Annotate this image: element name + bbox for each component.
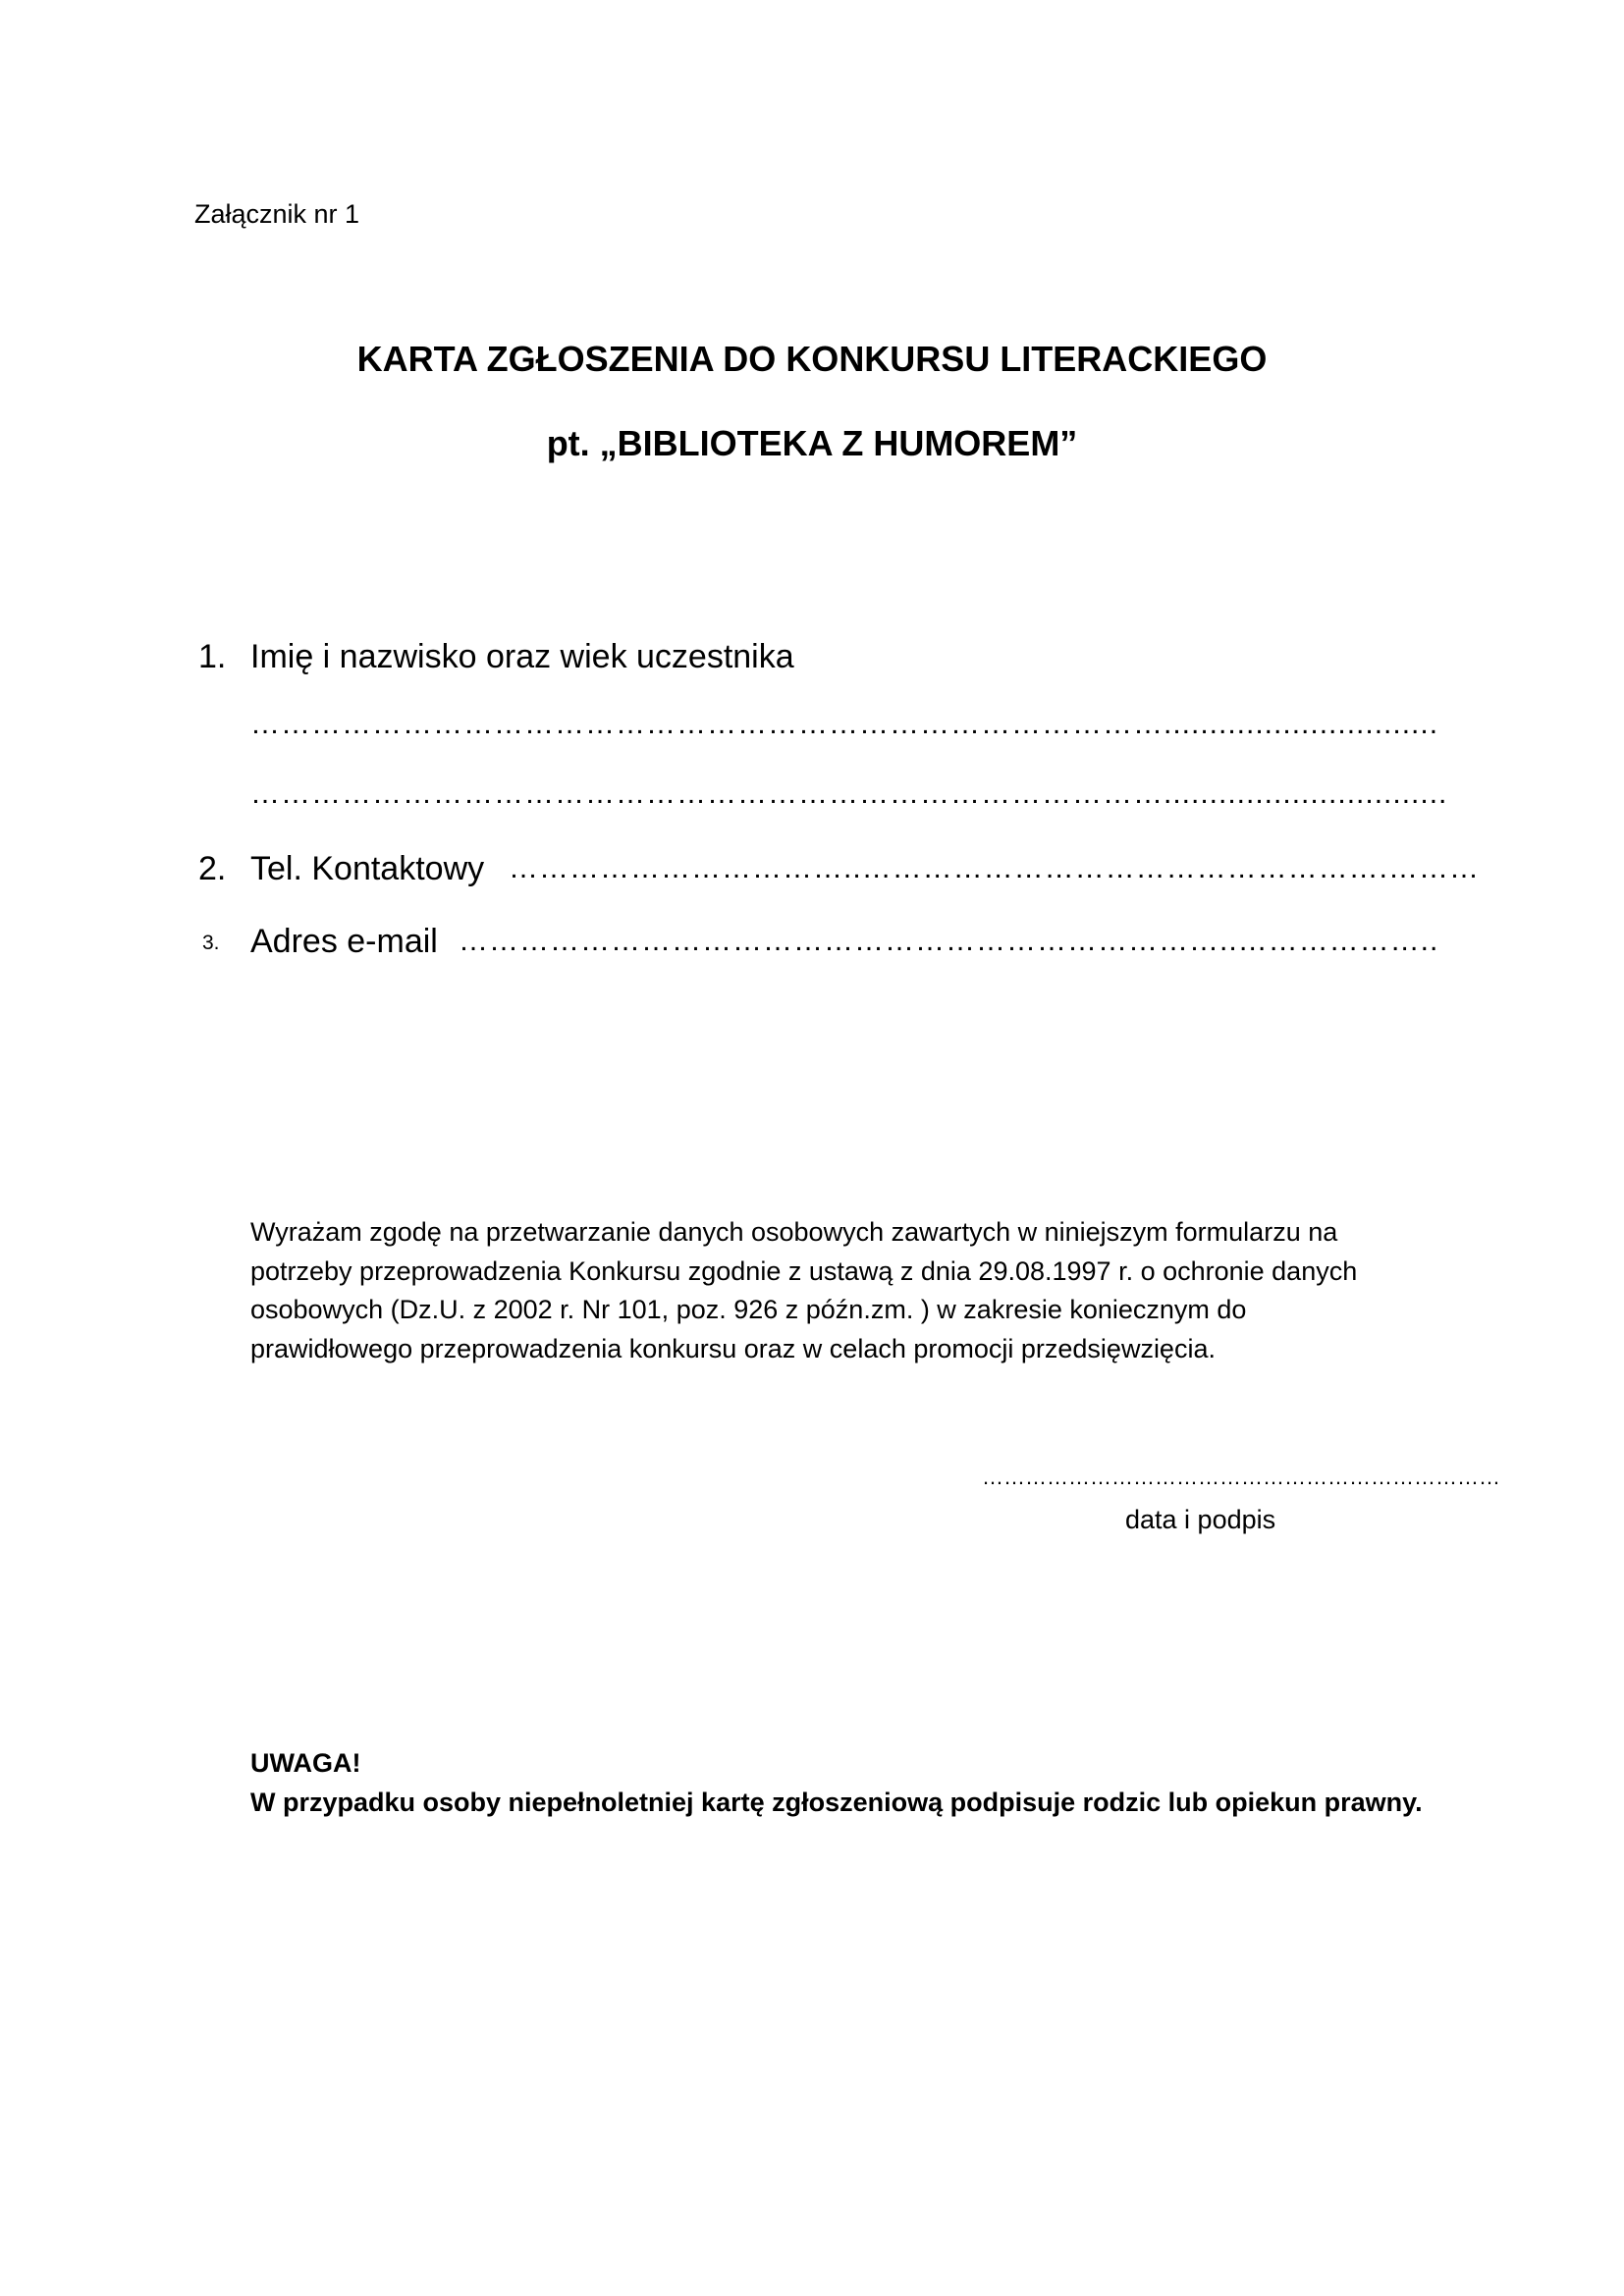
signature-blank-line[interactable]: ………………………………………………………………	[982, 1465, 1500, 1489]
field-number: 2.	[198, 850, 227, 887]
field-label: Imię i nazwisko oraz wiek uczestnika	[250, 638, 794, 675]
email-blank-line[interactable]: …………………………………………………………………..………………..	[459, 925, 1439, 957]
field-label: Tel. Kontaktowy	[250, 850, 485, 887]
field-number: 1.	[198, 638, 227, 675]
notice-text: W przypadku osoby niepełnoletniej kartę zgłoszeniową podpisuje rodzic lub opiekun prawny.	[250, 1788, 1423, 1817]
consent-paragraph: Wyrażam zgodę na przetwarzanie danych osobowych zawartych w niniejszym formularzu na potrzeby przeprowadzenia Konkursu zgodnie z ustawą z dnia 29.08.1997 r. o ochronie danych osobowych (Dz.U. z 2002 r. Nr 101, poz. 926 z późn.zm. ) w zakresie koniecznym do prawidłowego przeprowadzenia konkursu oraz w celach promocji przedsięwzięcia.	[250, 1217, 1358, 1363]
name-age-blank-line-2[interactable]: ………………………………………………………………………………...............................	[250, 777, 1448, 810]
field-label: Adres e-mail	[250, 923, 438, 960]
signature-label: data i podpis	[1125, 1505, 1276, 1534]
phone-blank-line[interactable]: ……………………………..…………………………………………….………	[509, 852, 1481, 884]
form-title: KARTA ZGŁOSZENIA DO KONKURSU LITERACKIEGO	[356, 339, 1268, 379]
form-subtitle: pt. „BIBLIOTEKA Z HUMOREM”	[546, 423, 1078, 463]
name-age-blank-line-1[interactable]: ………………………………………………………………………………..............................	[250, 708, 1439, 740]
notice-heading: UWAGA!	[250, 1748, 361, 1778]
attachment-label: Załącznik nr 1	[194, 199, 360, 229]
field-number: 3.	[202, 932, 220, 954]
